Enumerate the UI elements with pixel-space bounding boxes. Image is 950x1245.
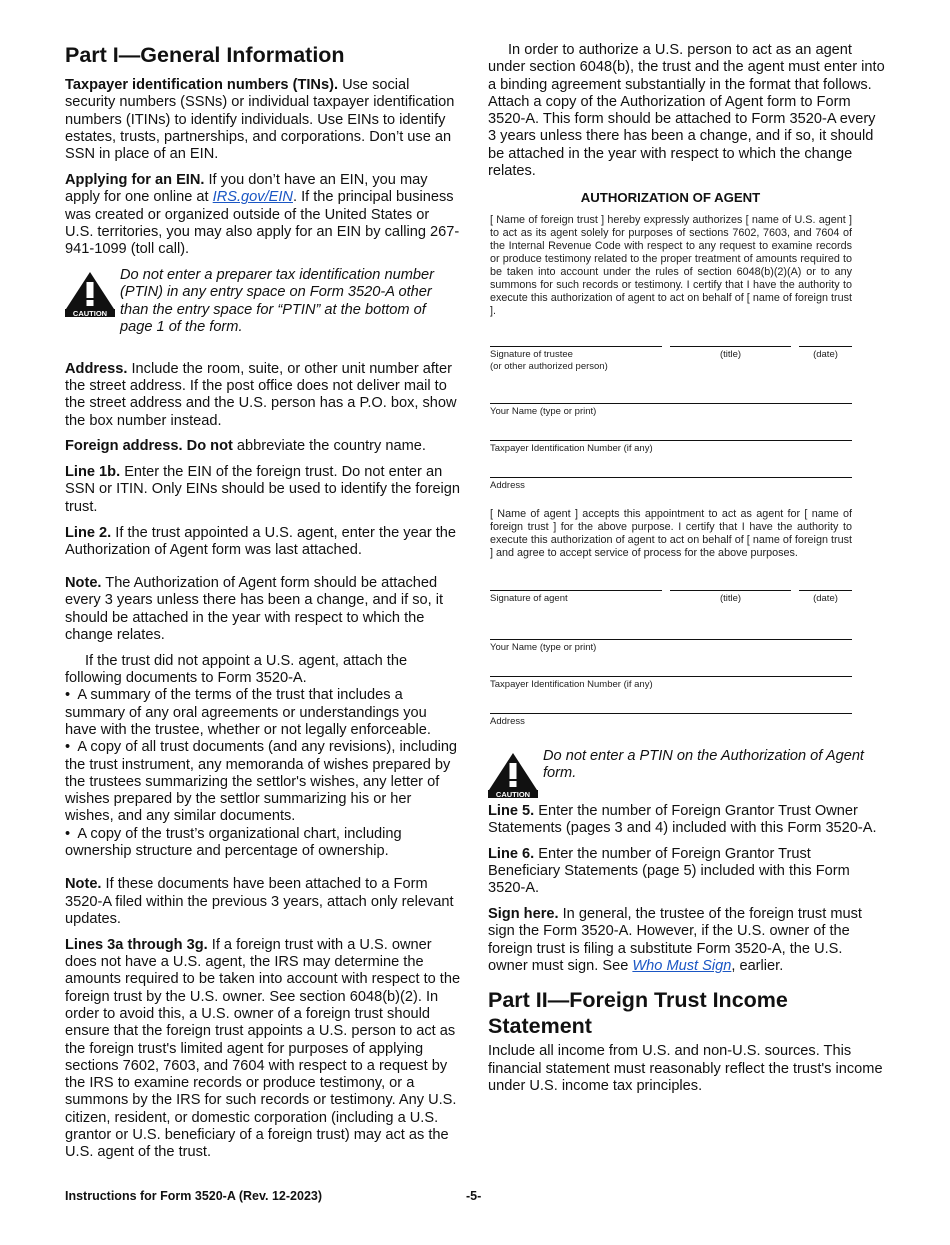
part2-heading: Part II—Foreign Trust Income Statement <box>488 988 788 1039</box>
note2-paragraph <box>65 876 461 928</box>
line6-text: Enter the number of Foreign Grantor Trust Beneficiary Statements (page 5) included with this Form 3520-A. <box>488 845 850 897</box>
caution-ptin-block <box>65 267 461 336</box>
right-column <box>488 42 885 1104</box>
agent-acceptance-text: [ Name of agent ] accepts this appointment to act as agent for [ name of foreign trust ] for the above purpose. I certify that I have the authority to execute this authorization of agent to act on behalf of [ name of foreign trust ] and agree to accept service of process for the above purposes. <box>490 508 852 560</box>
who-must-sign-link[interactable]: Who Must Sign <box>632 958 732 975</box>
your-name-label: Your Name (type or print) <box>490 406 597 418</box>
tins-text: Use social security numbers (SSNs) or individual taxpayer identification numbers (ITINs) to identify individuals. Use EINs to identify estates, trusts, partnerships, and corporations. Don’t use an SSN in place of an EIN. <box>65 77 455 163</box>
sig-trustee-label: Signature of trustee <box>490 349 573 361</box>
lines3-text: If a foreign trust with a U.S. owner does not have a U.S. agent, the IRS may determine the amounts required to be taken into account with respect to the foreign trust by the U.S. owner. See section 6048(b)(2). In order to avoid this, a U.S. owner of a foreign trust should ensure that the foreign trust appoints a U.S. person to act as the foreign trust's limited agent for purposes of applying sections 7602, 7603, and 7604 with respect to a request by the IRS to examine records or produce testimony, or a summons by the IRS for such records or testimony. Any U.S. citizen, resident, or domestic corporation (including a U.S. grantor or U.S. beneficiary of a foreign trust) may act as the U.S. agent of the trust. <box>65 936 461 1161</box>
line5-paragraph <box>488 803 885 838</box>
lines3-paragraph <box>65 937 461 1162</box>
authorization-heading: AUTHORIZATION OF AGENT <box>580 189 761 205</box>
page-number: -5- <box>466 1189 482 1204</box>
foreign-address-paragraph <box>65 438 461 455</box>
address-text: Include the room, suite, or other unit number after the street address. If the post office does not deliver mail to the street address and the U.S. person has a P.O. box, show the box number instead. <box>65 360 457 429</box>
foreign-address-lead: Foreign address. <box>65 438 183 455</box>
address-paragraph <box>65 361 461 430</box>
part2-paragraph: Include all income from U.S. and non-U.S. sources. This financial statement must reasonably reflect the trust's income under U.S. income tax principles. <box>488 1043 883 1094</box>
agent-signature-row <box>490 590 852 605</box>
sign-here-paragraph <box>488 906 885 975</box>
trustee-signature-row <box>490 346 852 373</box>
authorization-form <box>490 214 852 728</box>
title-field <box>670 346 791 373</box>
sig-trustee-sub-label: (or other authorized person) <box>490 361 608 373</box>
title-label: (title) <box>719 349 742 361</box>
title-label: (title) <box>719 593 742 605</box>
address-field <box>490 713 852 728</box>
bullet-item: • A summary of the terms of the trust that includes a summary of any oral agreements or understandings you have with the trustee, whether or not legally enforceable. <box>65 687 431 738</box>
page-footer <box>65 1170 885 1205</box>
ein-text: If you don’t have an EIN, you may apply for one online at <box>65 171 428 206</box>
address-label: Address <box>490 716 525 728</box>
trustee-signature-field <box>490 346 662 373</box>
your-name-field <box>490 403 852 418</box>
line2-text: If the trust appointed a U.S. agent, enter the year the Authorization of Agent form was last attached. <box>65 524 457 558</box>
line2-lead: Line 2. <box>65 524 112 541</box>
tins-paragraph <box>65 77 461 163</box>
note2-text: If these documents have been attached to a Form 3520-A filed within the previous 3 years, attach only relevant updates. <box>65 876 454 927</box>
bullet-item: • A copy of all trust documents (and any revisions), including the trust instrument, any memoranda of wishes prepared by the trustees summarizing the settlor's wishes, any letter of wishes prepared by the settlor summarizing his or her wishes, and any similar documents. <box>65 739 458 825</box>
line5-lead: Line 5. <box>488 802 535 819</box>
ein-paragraph <box>65 172 461 258</box>
bullet-item: • A copy of the trust’s organizational chart, including ownership structure and percentage of ownership. <box>65 825 402 860</box>
bullet-text: A copy of all trust documents (and any revisions), including the trust instrument, any memoranda of wishes prepared by the trustees summarizing the settlor's wishes, any letter of wishes prepared by the settlor summarizing his or her wishes, and any similar documents. <box>65 739 458 825</box>
svg-text:CAUTION: CAUTION <box>495 790 531 799</box>
tin-label: Taxpayer Identification Number (if any) <box>490 679 653 691</box>
svg-text:CAUTION: CAUTION <box>72 308 108 317</box>
your-name-label: Your Name (type or print) <box>490 642 597 654</box>
note1-paragraph <box>65 575 461 644</box>
line1b-text: Enter the EIN of the foreign trust. Do not enter an SSN or ITIN. Only EINs should be used to identify the foreign trust. <box>65 464 461 515</box>
caution-icon <box>488 752 538 798</box>
bullet-text: A summary of the terms of the trust that includes a summary of any oral agreements or understandings you have with the trustee, whether or not legally enforceable. <box>65 687 431 738</box>
line1b-paragraph <box>65 464 461 516</box>
line5-text: Enter the number of Foreign Grantor Trust Owner Statements (pages 3 and 4) included with this Form 3520-A. <box>488 802 877 836</box>
your-name-field <box>490 639 852 654</box>
lines3-lead: Lines 3a through 3g. <box>65 936 208 953</box>
tin-label: Taxpayer Identification Number (if any) <box>490 443 653 455</box>
line6-paragraph <box>488 846 885 898</box>
line2-paragraph <box>65 525 461 560</box>
ein-lead: Applying for an EIN. <box>65 171 205 188</box>
caution-ptin-agent-block <box>488 748 885 799</box>
date-field <box>799 346 852 373</box>
agent-intro-paragraph: In order to authorize a U.S. person to act as an agent under section 6048(b), the trust and the agent must enter into a binding agreement substantially in the format that follows. Attach a copy of the Authorization of Agent form to Form 3520-A. This form should be attached to Form 3520-A every 3 years unless there has been a change, and if so, it should be attached in the year with respect to which the change relates. <box>488 42 885 180</box>
tin-field <box>490 676 852 691</box>
bullet-text: A copy of the trust’s organizational chart, including ownership structure and percentage of ownership. <box>65 825 402 860</box>
sig-agent-label: Signature of agent <box>490 593 568 605</box>
sign-here-lead: Sign here. <box>488 906 559 923</box>
left-column <box>65 42 461 1170</box>
no-agent-paragraph: If the trust did not appoint a U.S. agent, attach the following documents to Form 3520-A. <box>65 652 408 687</box>
foreign-address-text: abbreviate the country name. <box>232 438 426 455</box>
caution-ptin-agent-text: Do not enter a PTIN on the Authorization of Agent form. <box>543 748 864 782</box>
note2-lead: Note. <box>65 876 102 893</box>
date-label: (date) <box>813 593 838 605</box>
tin-field <box>490 440 852 455</box>
address-field <box>490 477 852 492</box>
date-label: (date) <box>813 349 838 361</box>
address-label: Address <box>490 480 525 492</box>
authorization-text: [ Name of foreign trust ] hereby expressly authorizes [ name of U.S. agent ] to act as its agent solely for purposes of sections 7602, 7603, and 7604 of the Internal Revenue Code with respect to any request to examine records or produce testimony related to the proper treatment of amounts required to be taken into account under the rules of section 6048(b)(2)(A) or to any summons for such records or testimony. I certify that I have the authority to execute this authorization of agent to act on behalf of [ name of foreign trust ]. <box>490 214 852 318</box>
caution-ptin-text: Do not enter a preparer tax identification number (PTIN) in any entry space on Form 3520-A other than the entry space for “PTIN” at the bottom of page 1 of the form. <box>120 266 434 335</box>
agent-signature-field <box>490 590 662 605</box>
two-column-body <box>65 42 885 1170</box>
irs-ein-link[interactable]: IRS.gov/EIN <box>212 189 293 206</box>
footer-form-title: Instructions for Form 3520-A (Rev. 12-2023) <box>65 1189 323 1204</box>
line6-lead: Line 6. <box>488 845 535 862</box>
title-field <box>670 590 791 605</box>
tins-lead: Taxpayer identification numbers (TINs). <box>65 77 339 93</box>
line1b-lead: Line 1b. <box>65 464 121 481</box>
sign-here-text: In general, the trustee of the foreign trust must sign the Form 3520-A. However, if the U.S. owner of the foreign trust is filing a substitute Form 3520-A, the U.S. owner must sign. See <box>488 906 862 975</box>
part1-heading: Part I—General Information <box>65 43 345 67</box>
do-not-emphasis: Do not <box>182 438 233 455</box>
note1-lead: Note. <box>65 575 102 592</box>
date-field <box>799 590 852 605</box>
note1-text: The Authorization of Agent form should be attached every 3 years unless there has been a change, and if so, it should be attached in the year with respect to which the change relates. <box>65 575 444 644</box>
ein-text-2: . If the principal business was created or organized outside of the United States or U.S. territories, you may also apply for an EIN by calling 267-941-1099 (toll call). <box>65 189 460 258</box>
address-lead: Address. <box>65 360 128 377</box>
caution-icon <box>65 271 115 317</box>
sign-here-text-2: , earlier. <box>731 958 784 975</box>
